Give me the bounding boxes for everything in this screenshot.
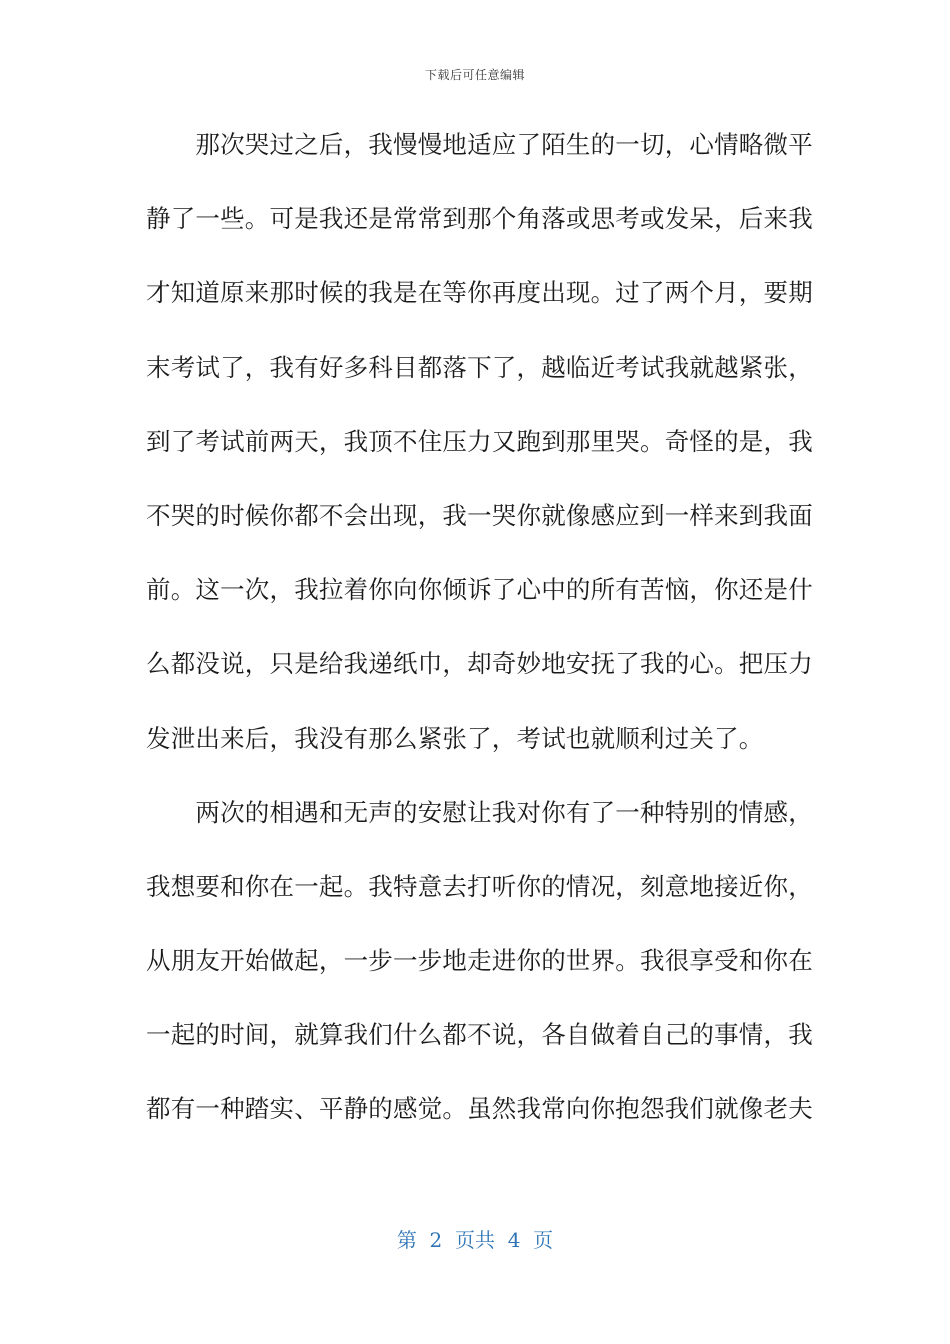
text-line: 都有一种踏实、平静的感觉。虽然我常向你抱怨我们就像老夫: [146, 1094, 813, 1124]
text-line: 那次哭过之后，我慢慢地适应了陌生的一切，心情略微平: [146, 130, 813, 159]
text-line: 前。这一次，我拉着你向你倾诉了心中的所有苦恼，你还是什: [146, 575, 813, 605]
text-line: 么都没说，只是给我递纸巾，却奇妙地安抚了我的心。把压力: [146, 649, 813, 679]
text-line: 静了一些。可是我还是常常到那个角落或思考或发呆，后来我: [146, 204, 813, 234]
text-line: 不哭的时候你都不会出现，我一哭你就像感应到一样来到我面: [146, 500, 813, 530]
text-line: 才知道原来那时候的我是在等你再度出现。过了两个月，要期: [146, 278, 813, 308]
text-line: 我想要和你在一起。我特意去打听你的情况，刻意地接近你，: [146, 871, 813, 901]
text-line: 发泄出来后，我没有那么紧张了，考试也就顺利过关了。: [146, 723, 764, 753]
text-line: 到了考试前两天，我顶不住压力又跑到那里哭。奇怪的是，我: [146, 426, 813, 456]
text-line: 两次的相遇和无声的安慰让我对你有了一种特别的情感，: [146, 797, 813, 827]
body-text: [146, 122, 813, 1161]
text-line: 从朋友开始做起，一步一步地走进你的世界。我很享受和你在: [146, 946, 813, 976]
text-line: 末考试了，我有好多科目都落下了，越临近考试我就越紧张，: [146, 352, 813, 382]
page-header: 下载后可任意编辑: [424, 68, 525, 82]
text-line: 一起的时间，就算我们什么都不说，各自做着自己的事情，我: [146, 1020, 813, 1050]
page-number-footer: 第 2 页共 4 页: [396, 1228, 554, 1252]
